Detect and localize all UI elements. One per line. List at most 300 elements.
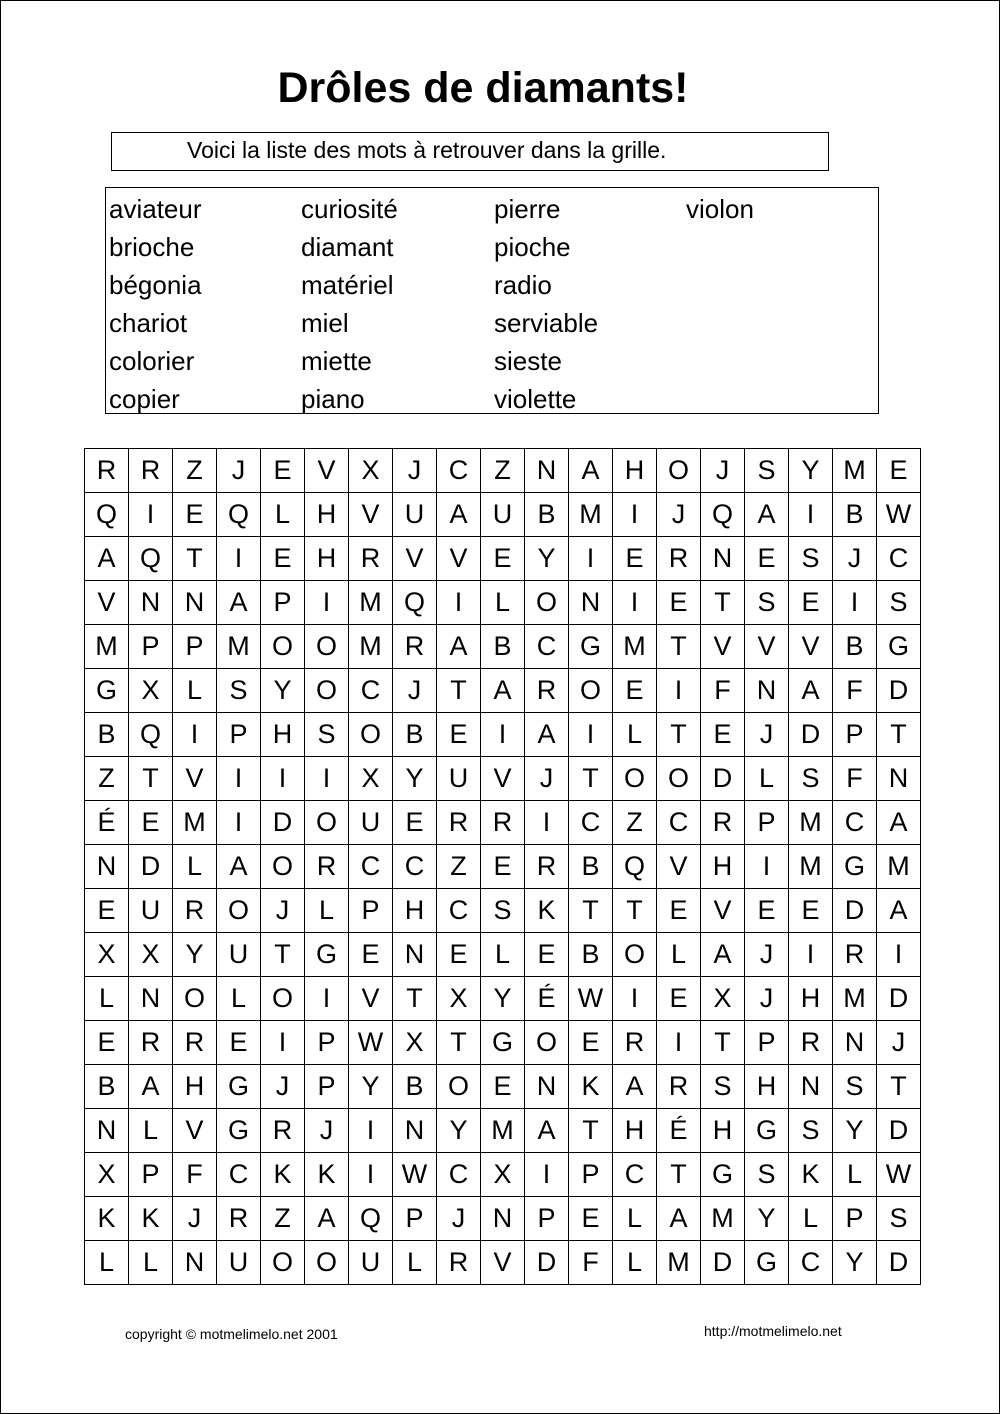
grid-cell[interactable]: J bbox=[525, 757, 569, 801]
grid-cell[interactable]: J bbox=[833, 537, 877, 581]
grid-cell[interactable]: R bbox=[657, 1065, 701, 1109]
grid-cell[interactable]: E bbox=[569, 1197, 613, 1241]
grid-cell[interactable]: T bbox=[569, 757, 613, 801]
grid-cell[interactable]: B bbox=[393, 1065, 437, 1109]
grid-cell[interactable]: M bbox=[173, 801, 217, 845]
grid-cell[interactable]: K bbox=[305, 1153, 349, 1197]
grid-cell[interactable]: I bbox=[305, 581, 349, 625]
grid-cell[interactable]: M bbox=[877, 845, 921, 889]
grid-cell[interactable]: O bbox=[657, 449, 701, 493]
grid-cell[interactable]: T bbox=[437, 669, 481, 713]
grid-cell[interactable]: A bbox=[745, 493, 789, 537]
grid-cell[interactable]: A bbox=[525, 713, 569, 757]
grid-cell[interactable]: Y bbox=[525, 537, 569, 581]
grid-cell[interactable]: E bbox=[261, 537, 305, 581]
grid-cell[interactable]: T bbox=[129, 757, 173, 801]
grid-cell[interactable]: I bbox=[789, 933, 833, 977]
grid-cell[interactable]: O bbox=[569, 669, 613, 713]
grid-cell[interactable]: E bbox=[481, 1065, 525, 1109]
grid-cell[interactable]: O bbox=[305, 1241, 349, 1285]
grid-cell[interactable]: I bbox=[437, 581, 481, 625]
grid-cell[interactable]: C bbox=[877, 537, 921, 581]
grid-cell[interactable]: E bbox=[701, 713, 745, 757]
grid-cell[interactable]: M bbox=[789, 801, 833, 845]
grid-cell[interactable]: E bbox=[217, 1021, 261, 1065]
grid-cell[interactable]: S bbox=[789, 757, 833, 801]
grid-cell[interactable]: K bbox=[569, 1065, 613, 1109]
grid-cell[interactable]: N bbox=[173, 1241, 217, 1285]
grid-cell[interactable]: R bbox=[393, 625, 437, 669]
grid-cell[interactable]: M bbox=[481, 1109, 525, 1153]
grid-cell[interactable]: A bbox=[437, 625, 481, 669]
grid-cell[interactable]: H bbox=[789, 977, 833, 1021]
grid-cell[interactable]: V bbox=[305, 449, 349, 493]
grid-cell[interactable]: R bbox=[173, 889, 217, 933]
grid-cell[interactable]: C bbox=[569, 801, 613, 845]
grid-cell[interactable]: P bbox=[129, 1153, 173, 1197]
grid-cell[interactable]: E bbox=[437, 713, 481, 757]
grid-cell[interactable]: D bbox=[129, 845, 173, 889]
grid-cell[interactable]: A bbox=[877, 801, 921, 845]
grid-cell[interactable]: J bbox=[745, 713, 789, 757]
grid-cell[interactable]: J bbox=[261, 1065, 305, 1109]
grid-cell[interactable]: P bbox=[217, 713, 261, 757]
grid-cell[interactable]: J bbox=[701, 449, 745, 493]
grid-cell[interactable]: Z bbox=[173, 449, 217, 493]
grid-cell[interactable]: N bbox=[129, 581, 173, 625]
grid-cell[interactable]: V bbox=[657, 845, 701, 889]
grid-cell[interactable]: G bbox=[85, 669, 129, 713]
grid-cell[interactable]: R bbox=[437, 1241, 481, 1285]
grid-cell[interactable]: E bbox=[349, 933, 393, 977]
grid-cell[interactable]: C bbox=[217, 1153, 261, 1197]
grid-cell[interactable]: R bbox=[217, 1197, 261, 1241]
grid-cell[interactable]: V bbox=[173, 1109, 217, 1153]
grid-cell[interactable]: Q bbox=[393, 581, 437, 625]
grid-cell[interactable]: Q bbox=[85, 493, 129, 537]
grid-cell[interactable]: P bbox=[305, 1021, 349, 1065]
grid-cell[interactable]: A bbox=[525, 1109, 569, 1153]
grid-cell[interactable]: N bbox=[393, 1109, 437, 1153]
grid-cell[interactable]: G bbox=[305, 933, 349, 977]
grid-cell[interactable]: U bbox=[437, 757, 481, 801]
grid-cell[interactable]: N bbox=[393, 933, 437, 977]
grid-cell[interactable]: T bbox=[877, 713, 921, 757]
grid-cell[interactable]: I bbox=[349, 1109, 393, 1153]
grid-cell[interactable]: Z bbox=[613, 801, 657, 845]
grid-cell[interactable]: R bbox=[525, 845, 569, 889]
grid-cell[interactable]: D bbox=[877, 669, 921, 713]
grid-cell[interactable]: V bbox=[789, 625, 833, 669]
grid-cell[interactable]: O bbox=[525, 581, 569, 625]
grid-cell[interactable]: L bbox=[129, 1109, 173, 1153]
grid-cell[interactable]: E bbox=[745, 537, 789, 581]
grid-cell[interactable]: S bbox=[217, 669, 261, 713]
grid-cell[interactable]: A bbox=[877, 889, 921, 933]
grid-cell[interactable]: A bbox=[701, 933, 745, 977]
grid-cell[interactable]: F bbox=[833, 669, 877, 713]
grid-cell[interactable]: R bbox=[701, 801, 745, 845]
grid-cell[interactable]: C bbox=[437, 449, 481, 493]
grid-cell[interactable]: D bbox=[701, 1241, 745, 1285]
grid-cell[interactable]: R bbox=[525, 669, 569, 713]
grid-cell[interactable]: X bbox=[481, 1153, 525, 1197]
grid-cell[interactable]: R bbox=[833, 933, 877, 977]
grid-cell[interactable]: L bbox=[657, 933, 701, 977]
grid-cell[interactable]: E bbox=[789, 581, 833, 625]
grid-cell[interactable]: L bbox=[305, 889, 349, 933]
grid-cell[interactable]: C bbox=[437, 889, 481, 933]
grid-cell[interactable]: L bbox=[85, 1241, 129, 1285]
grid-cell[interactable]: O bbox=[349, 713, 393, 757]
grid-cell[interactable]: C bbox=[525, 625, 569, 669]
grid-cell[interactable]: Y bbox=[833, 1241, 877, 1285]
grid-cell[interactable]: A bbox=[85, 537, 129, 581]
grid-cell[interactable]: E bbox=[481, 537, 525, 581]
grid-cell[interactable]: Z bbox=[481, 449, 525, 493]
grid-cell[interactable]: F bbox=[833, 757, 877, 801]
grid-cell[interactable]: P bbox=[745, 801, 789, 845]
grid-cell[interactable]: P bbox=[261, 581, 305, 625]
grid-cell[interactable]: K bbox=[789, 1153, 833, 1197]
grid-cell[interactable]: T bbox=[173, 537, 217, 581]
grid-cell[interactable]: V bbox=[85, 581, 129, 625]
grid-cell[interactable]: E bbox=[437, 933, 481, 977]
grid-cell[interactable]: F bbox=[569, 1241, 613, 1285]
grid-cell[interactable]: K bbox=[525, 889, 569, 933]
grid-cell[interactable]: S bbox=[789, 537, 833, 581]
grid-cell[interactable]: V bbox=[701, 889, 745, 933]
grid-cell[interactable]: Z bbox=[85, 757, 129, 801]
grid-cell[interactable]: S bbox=[877, 1197, 921, 1241]
grid-cell[interactable]: M bbox=[657, 1241, 701, 1285]
grid-cell[interactable]: C bbox=[393, 845, 437, 889]
grid-cell[interactable]: J bbox=[877, 1021, 921, 1065]
grid-cell[interactable]: E bbox=[613, 669, 657, 713]
grid-cell[interactable]: L bbox=[613, 1197, 657, 1241]
grid-cell[interactable]: E bbox=[129, 801, 173, 845]
grid-cell[interactable]: Y bbox=[261, 669, 305, 713]
grid-cell[interactable]: B bbox=[393, 713, 437, 757]
grid-cell[interactable]: S bbox=[877, 581, 921, 625]
grid-cell[interactable]: M bbox=[349, 625, 393, 669]
grid-cell[interactable]: T bbox=[569, 889, 613, 933]
grid-cell[interactable]: C bbox=[833, 801, 877, 845]
grid-cell[interactable]: J bbox=[261, 889, 305, 933]
grid-cell[interactable]: C bbox=[657, 801, 701, 845]
grid-cell[interactable]: U bbox=[217, 1241, 261, 1285]
grid-cell[interactable]: J bbox=[437, 1197, 481, 1241]
grid-cell[interactable]: M bbox=[349, 581, 393, 625]
grid-cell[interactable]: Z bbox=[437, 845, 481, 889]
grid-cell[interactable]: E bbox=[173, 493, 217, 537]
grid-cell[interactable]: I bbox=[305, 977, 349, 1021]
grid-cell[interactable]: A bbox=[129, 1065, 173, 1109]
grid-cell[interactable]: A bbox=[481, 669, 525, 713]
grid-cell[interactable]: L bbox=[393, 1241, 437, 1285]
grid-cell[interactable]: O bbox=[305, 625, 349, 669]
grid-cell[interactable]: V bbox=[437, 537, 481, 581]
grid-cell[interactable]: O bbox=[261, 1241, 305, 1285]
grid-cell[interactable]: D bbox=[833, 889, 877, 933]
grid-cell[interactable]: U bbox=[129, 889, 173, 933]
grid-cell[interactable]: W bbox=[393, 1153, 437, 1197]
grid-cell[interactable]: U bbox=[349, 801, 393, 845]
grid-cell[interactable]: Q bbox=[613, 845, 657, 889]
grid-cell[interactable]: N bbox=[789, 1065, 833, 1109]
grid-cell[interactable]: R bbox=[349, 537, 393, 581]
grid-cell[interactable]: O bbox=[173, 977, 217, 1021]
grid-cell[interactable]: J bbox=[393, 669, 437, 713]
grid-cell[interactable]: L bbox=[789, 1197, 833, 1241]
grid-cell[interactable]: U bbox=[393, 493, 437, 537]
grid-cell[interactable]: S bbox=[481, 889, 525, 933]
grid-cell[interactable]: C bbox=[349, 669, 393, 713]
grid-cell[interactable]: T bbox=[393, 977, 437, 1021]
grid-cell[interactable]: R bbox=[305, 845, 349, 889]
grid-cell[interactable]: N bbox=[129, 977, 173, 1021]
grid-cell[interactable]: A bbox=[437, 493, 481, 537]
grid-cell[interactable]: J bbox=[393, 449, 437, 493]
grid-cell[interactable]: I bbox=[525, 1153, 569, 1197]
grid-cell[interactable]: I bbox=[261, 757, 305, 801]
grid-cell[interactable]: I bbox=[833, 581, 877, 625]
grid-cell[interactable]: I bbox=[877, 933, 921, 977]
grid-cell[interactable]: L bbox=[217, 977, 261, 1021]
grid-cell[interactable]: V bbox=[481, 757, 525, 801]
grid-cell[interactable]: I bbox=[217, 537, 261, 581]
grid-cell[interactable]: B bbox=[569, 845, 613, 889]
grid-cell[interactable]: T bbox=[569, 1109, 613, 1153]
grid-cell[interactable]: D bbox=[877, 1109, 921, 1153]
grid-cell[interactable]: V bbox=[701, 625, 745, 669]
grid-cell[interactable]: K bbox=[129, 1197, 173, 1241]
grid-cell[interactable]: S bbox=[701, 1065, 745, 1109]
grid-cell[interactable]: D bbox=[525, 1241, 569, 1285]
grid-cell[interactable]: I bbox=[657, 1021, 701, 1065]
grid-cell[interactable]: N bbox=[833, 1021, 877, 1065]
grid-cell[interactable]: P bbox=[525, 1197, 569, 1241]
grid-cell[interactable]: L bbox=[481, 581, 525, 625]
grid-cell[interactable]: M bbox=[701, 1197, 745, 1241]
grid-cell[interactable]: L bbox=[613, 713, 657, 757]
grid-cell[interactable]: E bbox=[525, 933, 569, 977]
grid-cell[interactable]: O bbox=[437, 1065, 481, 1109]
grid-cell[interactable]: H bbox=[745, 1065, 789, 1109]
grid-cell[interactable]: S bbox=[833, 1065, 877, 1109]
grid-cell[interactable]: H bbox=[393, 889, 437, 933]
grid-cell[interactable]: B bbox=[569, 933, 613, 977]
grid-cell[interactable]: B bbox=[525, 493, 569, 537]
grid-cell[interactable]: W bbox=[349, 1021, 393, 1065]
grid-cell[interactable]: S bbox=[745, 449, 789, 493]
grid-cell[interactable]: U bbox=[217, 933, 261, 977]
grid-cell[interactable]: G bbox=[217, 1065, 261, 1109]
grid-cell[interactable]: M bbox=[85, 625, 129, 669]
grid-cell[interactable]: B bbox=[85, 1065, 129, 1109]
grid-cell[interactable]: M bbox=[833, 449, 877, 493]
grid-cell[interactable]: N bbox=[525, 449, 569, 493]
grid-cell[interactable]: N bbox=[701, 537, 745, 581]
grid-cell[interactable]: R bbox=[437, 801, 481, 845]
grid-cell[interactable]: E bbox=[789, 889, 833, 933]
grid-cell[interactable]: U bbox=[481, 493, 525, 537]
grid-cell[interactable]: H bbox=[305, 537, 349, 581]
grid-cell[interactable]: T bbox=[877, 1065, 921, 1109]
grid-cell[interactable]: T bbox=[613, 889, 657, 933]
grid-cell[interactable]: A bbox=[789, 669, 833, 713]
grid-cell[interactable]: D bbox=[877, 1241, 921, 1285]
grid-cell[interactable]: Y bbox=[789, 449, 833, 493]
grid-cell[interactable]: C bbox=[349, 845, 393, 889]
grid-cell[interactable]: H bbox=[613, 449, 657, 493]
grid-cell[interactable]: I bbox=[745, 845, 789, 889]
grid-cell[interactable]: I bbox=[613, 581, 657, 625]
grid-cell[interactable]: B bbox=[833, 493, 877, 537]
grid-cell[interactable]: X bbox=[437, 977, 481, 1021]
grid-cell[interactable]: P bbox=[833, 713, 877, 757]
grid-cell[interactable]: I bbox=[789, 493, 833, 537]
grid-cell[interactable]: O bbox=[305, 669, 349, 713]
grid-cell[interactable]: N bbox=[85, 845, 129, 889]
grid-cell[interactable]: S bbox=[745, 1153, 789, 1197]
grid-cell[interactable]: Y bbox=[437, 1109, 481, 1153]
grid-cell[interactable]: A bbox=[305, 1197, 349, 1241]
grid-cell[interactable]: A bbox=[657, 1197, 701, 1241]
grid-cell[interactable]: B bbox=[481, 625, 525, 669]
grid-cell[interactable]: J bbox=[657, 493, 701, 537]
grid-cell[interactable]: Z bbox=[261, 1197, 305, 1241]
grid-cell[interactable]: M bbox=[569, 493, 613, 537]
grid-cell[interactable]: E bbox=[481, 845, 525, 889]
grid-cell[interactable]: P bbox=[173, 625, 217, 669]
grid-cell[interactable]: X bbox=[129, 933, 173, 977]
grid-cell[interactable]: D bbox=[701, 757, 745, 801]
grid-cell[interactable]: M bbox=[789, 845, 833, 889]
grid-cell[interactable]: W bbox=[877, 493, 921, 537]
grid-cell[interactable]: E bbox=[877, 449, 921, 493]
grid-cell[interactable]: F bbox=[173, 1153, 217, 1197]
grid-cell[interactable]: I bbox=[217, 801, 261, 845]
grid-cell[interactable]: E bbox=[393, 801, 437, 845]
grid-cell[interactable]: T bbox=[657, 1153, 701, 1197]
grid-cell[interactable]: L bbox=[833, 1153, 877, 1197]
grid-cell[interactable]: E bbox=[613, 537, 657, 581]
grid-cell[interactable]: M bbox=[217, 625, 261, 669]
grid-cell[interactable]: P bbox=[349, 889, 393, 933]
grid-cell[interactable]: I bbox=[569, 713, 613, 757]
grid-cell[interactable]: G bbox=[569, 625, 613, 669]
grid-cell[interactable]: T bbox=[657, 713, 701, 757]
grid-cell[interactable]: L bbox=[481, 933, 525, 977]
grid-cell[interactable]: O bbox=[657, 757, 701, 801]
grid-cell[interactable]: I bbox=[217, 757, 261, 801]
grid-cell[interactable]: N bbox=[173, 581, 217, 625]
grid-cell[interactable]: W bbox=[877, 1153, 921, 1197]
grid-cell[interactable]: M bbox=[833, 977, 877, 1021]
grid-cell[interactable]: A bbox=[569, 449, 613, 493]
grid-cell[interactable]: T bbox=[261, 933, 305, 977]
grid-cell[interactable]: Y bbox=[833, 1109, 877, 1153]
grid-cell[interactable]: Q bbox=[217, 493, 261, 537]
grid-cell[interactable]: A bbox=[217, 581, 261, 625]
grid-cell[interactable]: H bbox=[613, 1109, 657, 1153]
grid-cell[interactable]: X bbox=[85, 933, 129, 977]
grid-cell[interactable]: V bbox=[349, 977, 393, 1021]
grid-cell[interactable]: O bbox=[613, 933, 657, 977]
grid-cell[interactable]: O bbox=[525, 1021, 569, 1065]
grid-cell[interactable]: D bbox=[789, 713, 833, 757]
grid-cell[interactable]: U bbox=[349, 1241, 393, 1285]
grid-cell[interactable]: K bbox=[261, 1153, 305, 1197]
grid-cell[interactable]: X bbox=[349, 757, 393, 801]
grid-cell[interactable]: X bbox=[349, 449, 393, 493]
grid-cell[interactable]: P bbox=[305, 1065, 349, 1109]
grid-cell[interactable]: G bbox=[833, 845, 877, 889]
grid-cell[interactable]: L bbox=[129, 1241, 173, 1285]
grid-cell[interactable]: R bbox=[789, 1021, 833, 1065]
grid-cell[interactable]: L bbox=[261, 493, 305, 537]
grid-cell[interactable]: P bbox=[569, 1153, 613, 1197]
grid-cell[interactable]: O bbox=[261, 977, 305, 1021]
grid-cell[interactable]: É bbox=[85, 801, 129, 845]
grid-cell[interactable]: E bbox=[745, 889, 789, 933]
grid-cell[interactable]: L bbox=[85, 977, 129, 1021]
grid-cell[interactable]: J bbox=[305, 1109, 349, 1153]
grid-cell[interactable]: I bbox=[525, 801, 569, 845]
grid-cell[interactable]: I bbox=[481, 713, 525, 757]
grid-cell[interactable]: P bbox=[393, 1197, 437, 1241]
grid-cell[interactable]: X bbox=[393, 1021, 437, 1065]
grid-cell[interactable]: V bbox=[481, 1241, 525, 1285]
grid-cell[interactable]: V bbox=[393, 537, 437, 581]
grid-cell[interactable]: T bbox=[701, 1021, 745, 1065]
grid-cell[interactable]: E bbox=[657, 581, 701, 625]
grid-cell[interactable]: N bbox=[569, 581, 613, 625]
grid-cell[interactable]: G bbox=[877, 625, 921, 669]
grid-cell[interactable]: C bbox=[789, 1241, 833, 1285]
grid-cell[interactable]: R bbox=[85, 449, 129, 493]
grid-cell[interactable]: M bbox=[613, 625, 657, 669]
grid-cell[interactable]: P bbox=[833, 1197, 877, 1241]
grid-cell[interactable]: S bbox=[305, 713, 349, 757]
grid-cell[interactable]: H bbox=[173, 1065, 217, 1109]
grid-cell[interactable]: G bbox=[745, 1109, 789, 1153]
grid-cell[interactable]: E bbox=[85, 889, 129, 933]
grid-cell[interactable]: O bbox=[217, 889, 261, 933]
grid-cell[interactable]: H bbox=[701, 1109, 745, 1153]
grid-cell[interactable]: J bbox=[745, 933, 789, 977]
grid-cell[interactable]: R bbox=[261, 1109, 305, 1153]
grid-cell[interactable]: L bbox=[613, 1241, 657, 1285]
grid-cell[interactable]: T bbox=[437, 1021, 481, 1065]
grid-cell[interactable]: E bbox=[657, 977, 701, 1021]
grid-cell[interactable]: J bbox=[217, 449, 261, 493]
grid-cell[interactable]: I bbox=[261, 1021, 305, 1065]
grid-cell[interactable]: Y bbox=[349, 1065, 393, 1109]
grid-cell[interactable]: R bbox=[657, 537, 701, 581]
grid-cell[interactable]: N bbox=[481, 1197, 525, 1241]
grid-cell[interactable]: S bbox=[789, 1109, 833, 1153]
grid-cell[interactable]: O bbox=[305, 801, 349, 845]
grid-cell[interactable]: Q bbox=[129, 713, 173, 757]
grid-cell[interactable]: H bbox=[701, 845, 745, 889]
grid-cell[interactable]: Y bbox=[481, 977, 525, 1021]
grid-cell[interactable]: R bbox=[129, 449, 173, 493]
grid-cell[interactable]: X bbox=[129, 669, 173, 713]
grid-cell[interactable]: E bbox=[85, 1021, 129, 1065]
grid-cell[interactable]: Y bbox=[173, 933, 217, 977]
